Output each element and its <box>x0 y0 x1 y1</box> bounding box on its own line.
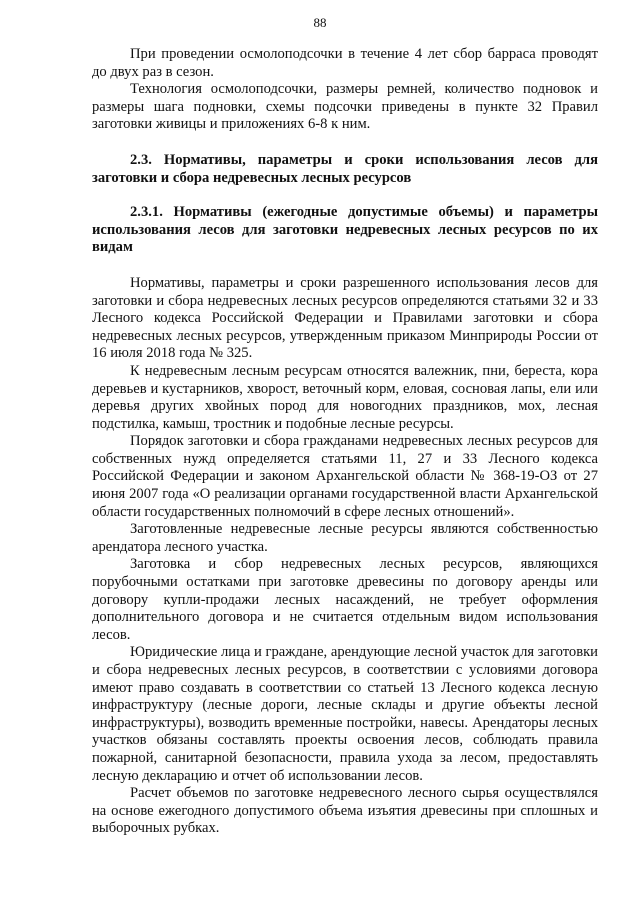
page-number: 88 <box>313 15 327 30</box>
section-heading: 2.3. Нормативы, параметры и сроки использования лесов для заготовки и сбора недревесных лесных ресурсов <box>92 151 598 186</box>
subsection-heading: 2.3.1. Нормативы (ежегодные допустимые объемы) и параметры использования лесов для заготовки недревесных лесных ресурсов по их видам <box>92 204 598 256</box>
paragraph-intro-1: При проведении осмолоподсочки в течение 4 лет сбор барраса проводят до двух раз в сезон. <box>92 46 598 80</box>
paragraph-body-1: Нормативы, параметры и сроки разрешенного использования лесов для заготовки и сбора недревесных лесных ресурсов определяются статьями 32 и 33 Лесного кодекса Российской Федерации и Правилами заготовки и сбора недревесных лесных ресурсов, утвержденным приказом Минприроды России от 16 июля 2018 года № 325. <box>92 274 598 362</box>
paragraph-body-7: Расчет объемов по заготовке недревесного лесного сырья осуществлялся на основе ежегодного допустимого объема изъятия древесины при сплошных и выборочных рубках. <box>92 785 598 837</box>
paragraph-body-2: К недревесным лесным ресурсам относятся валежник, пни, береста, кора деревьев и кустарников, хворост, веточный корм, еловая, сосновая лапы, ели или деревья других хвойных пород для новогодних праздников, мох, лесная подстилка, камыш, тростник и подобные лесные ресурсы. <box>92 362 598 432</box>
document-body <box>92 46 598 838</box>
paragraph-body-4: Заготовленные недревесные лесные ресурсы являются собственностью арендатора лесного участка. <box>92 521 598 555</box>
paragraph-body-5: Заготовка и сбор недревесных лесных ресурсов, являющихся порубочными остатками при заготовке древесины по договору аренды или договору купли-продажи лесных насаждений, не требует оформления дополнительного договора и не считается отдельным видом использования лесов. <box>92 556 598 643</box>
paragraph-intro-2: Технология осмолоподсочки, размеры ремней, количество подновок и размеры шага подновки, схемы подсочки приведены в пункте 32 Правил заготовки живицы и приложениях 6-8 к ним. <box>92 81 598 133</box>
paragraph-body-6: Юридические лица и граждане, арендующие лесной участок для заготовки и сбора недревесных лесных ресурсов, в соответствии с условиями договора имеют право создавать в соответствии со статьей 13 Лесного кодекса лесную инфраструктуру (лесные дороги, лесные склады и другие объекты лесной инфраструктуры), возводить временные постройки, навесы. Арендаторы лесных участков обязаны составлять проекты освоения лесов, соблюдать правила пожарной, санитарной безопасности, правила ухода за лесом, предоставлять лесную декларацию и отчет об использовании лесов. <box>92 644 598 784</box>
paragraph-body-3: Порядок заготовки и сбора гражданами недревесных лесных ресурсов для собственных нужд определяется статьями 11, 27 и 33 Лесного кодекса Российской Федерации и законом Архангельской области № 368-19-ОЗ от 27 июня 2007 года «О реализации органами государственной власти Архангельской области государственных полномочий в сфере лесных отношений». <box>92 433 598 520</box>
